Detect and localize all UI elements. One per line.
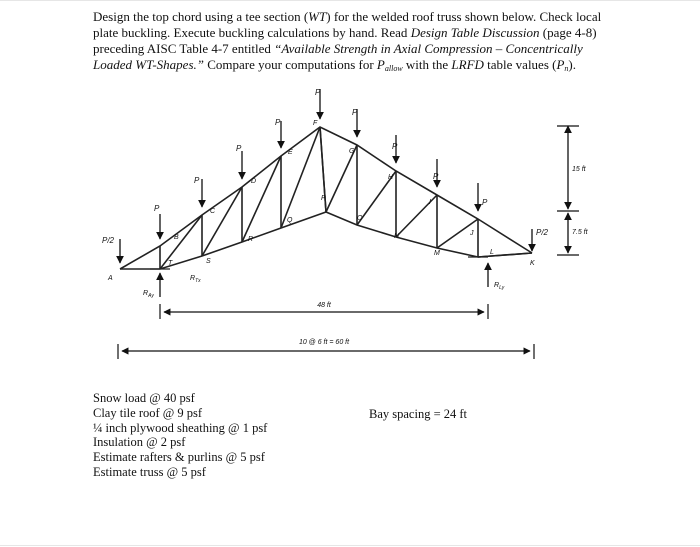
top-chord: [120, 127, 532, 269]
node-label-g: G: [349, 148, 355, 155]
load-label: P: [275, 118, 281, 127]
height-dimension-labels: [572, 166, 589, 236]
node-label-o: O: [357, 215, 363, 222]
node-label-t: T: [168, 260, 173, 267]
problem-text: with the: [402, 57, 452, 72]
load-label: P: [392, 142, 398, 151]
node-label-q: Q: [287, 217, 293, 224]
node-label-b: B: [174, 234, 179, 241]
load-item: Snow load @ 40 psf: [93, 391, 195, 405]
dim-label-7-5ft: 7.5 ft: [572, 229, 588, 236]
load-item: Estimate rafters & purlins @ 5 psf: [93, 450, 265, 465]
diagonal-members: [160, 127, 532, 269]
load-list: [93, 391, 267, 480]
reaction-label-ay: $R_{Ay}$: [143, 290, 154, 299]
load-label: P: [433, 172, 439, 181]
half-load-label: P/2: [536, 228, 549, 237]
problem-text-italic: WT: [308, 9, 327, 24]
problem-text: Compare your computations for: [203, 57, 377, 72]
load-label: P: [154, 204, 160, 213]
problem-text-italic: LRFD: [451, 57, 484, 72]
node-label-p: P: [321, 195, 326, 202]
support-marks: [150, 257, 488, 269]
truss-members: [120, 127, 532, 269]
node-label-h: H: [388, 174, 394, 181]
node-label-e: E: [288, 149, 293, 156]
p-allow-symbol: P: [376, 57, 385, 72]
node-label-l: L: [490, 249, 494, 256]
problem-text: Design the top chord using a tee section (: [93, 9, 309, 24]
node-label-m: M: [434, 250, 440, 257]
node-label-j: J: [470, 230, 474, 237]
node-label-a: A: [108, 275, 113, 282]
node-label-c: C: [210, 208, 216, 215]
node-label-n: N: [394, 233, 400, 240]
node-label-f: F: [313, 120, 318, 127]
reaction-arrows: [160, 263, 488, 297]
problem-text-italic: Design Table Discussion: [410, 25, 540, 40]
node-label-i: I: [429, 199, 431, 206]
half-load-label: P/2: [102, 236, 115, 245]
problem-text: ).: [568, 57, 577, 72]
reaction-labels: [143, 275, 505, 299]
load-item: Estimate truss @ 5 psf: [93, 464, 206, 479]
total-span-dimension: [118, 344, 534, 359]
p-n-subscript: n: [564, 64, 569, 73]
dim-label-15ft: 15 ft: [572, 166, 586, 173]
node-label-k: K: [530, 260, 535, 267]
dim-label-48ft: 48 ft: [317, 302, 331, 309]
node-label-s: S: [206, 258, 211, 265]
bay-spacing: Bay spacing = 24 ft: [369, 407, 468, 421]
dim-label-60ft: 10 @ 6 ft = 60 ft: [298, 339, 350, 346]
reaction-label-tx: $R_{Tx}$: [190, 275, 201, 284]
p-n-symbol: P: [556, 57, 565, 72]
problem-text: (page 4-8) preceding AISC Table 4-7 entitled: [93, 25, 597, 56]
reaction-label-ly: $R_{Ly}$: [494, 282, 505, 291]
problem-text: ) for the welded roof truss shown below. Check local plate buckling. Execute buckling calculations by hand. Read: [93, 9, 602, 40]
p-allow-subscript: allow: [384, 64, 403, 73]
node-label-d: D: [251, 178, 257, 185]
load-label: P: [482, 198, 488, 207]
load-label: P: [315, 88, 321, 97]
node-label-r: R: [248, 236, 254, 243]
load-label: P: [194, 176, 200, 185]
problem-text: table values (: [483, 57, 557, 72]
problem-text-italic: “Available Strength in Axial Compression – Concentrically Loaded WT-Shapes.”: [93, 41, 583, 72]
load-item: ¼ inch plywood sheathing @ 1 psf: [93, 420, 268, 435]
load-item: Insulation @ 2 psf: [93, 435, 186, 450]
load-item: Clay tile roof @ 9 psf: [93, 405, 203, 420]
load-label: P: [352, 108, 358, 117]
load-label: P: [236, 144, 242, 153]
